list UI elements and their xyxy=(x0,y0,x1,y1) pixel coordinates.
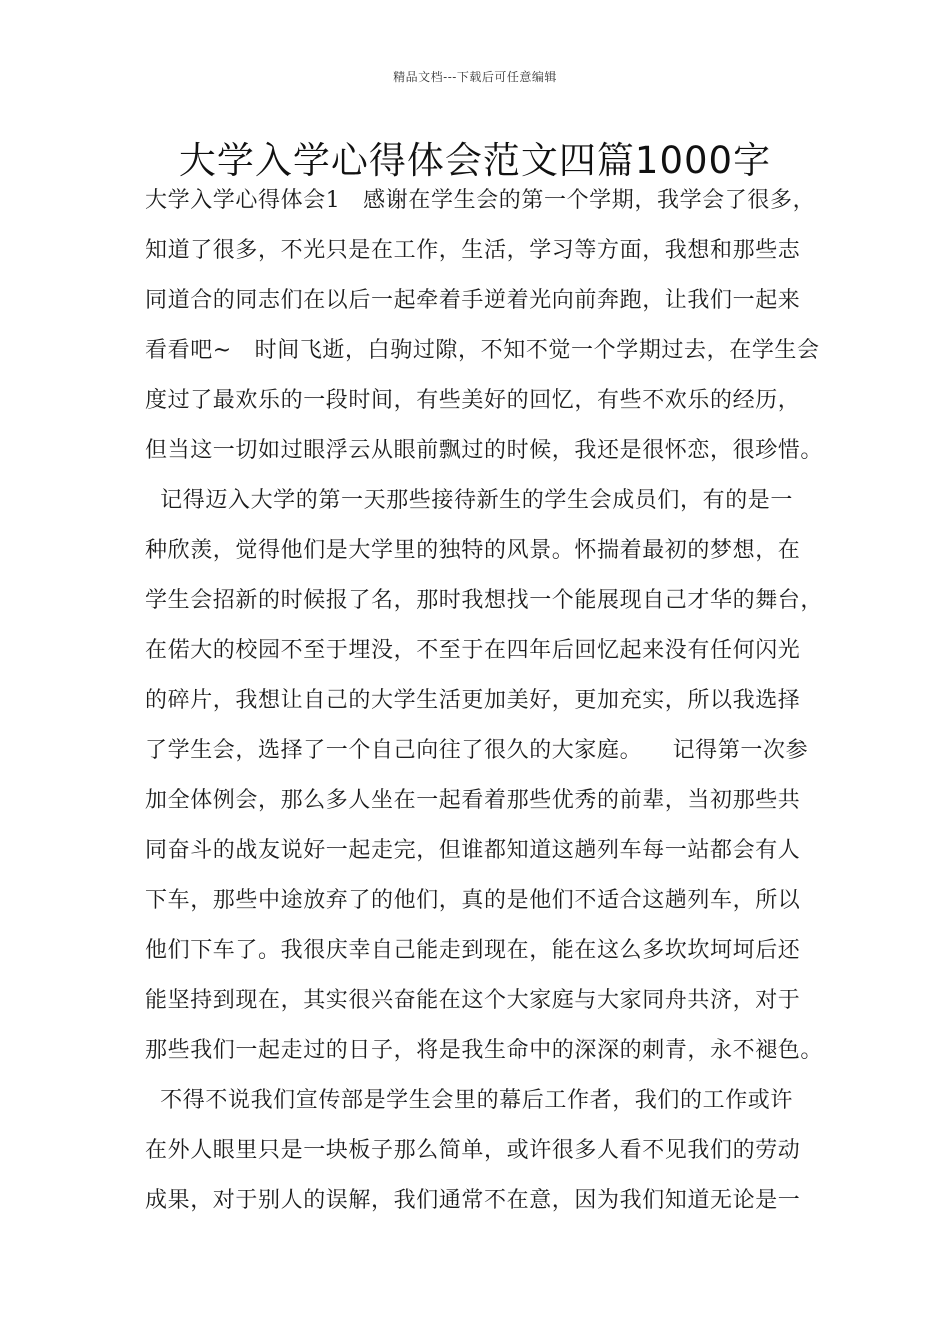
body-line: 在外人眼里只是一块板子那么简单，或许很多人看不见我们的劳动 xyxy=(145,1138,801,1163)
body-line: 他们下车了。我很庆幸自己能走到现在，能在这么多坎坎坷坷后还 xyxy=(145,938,801,963)
body-line: 看看吧~ 时间飞逝，白驹过隙，不知不觉一个学期过去，在学生会 xyxy=(145,338,820,363)
body-line: 在偌大的校园不至于埋没，不至于在四年后回忆起来没有任何闪光 xyxy=(145,638,801,663)
body-line: 那些我们一起走过的日子，将是我生命中的深深的刺青，永不褪色。 xyxy=(145,1038,824,1063)
body-line: 的碎片，我想让自己的大学生活更加美好，更加充实，所以我选择 xyxy=(145,688,801,713)
body-line: 能坚持到现在，其实很兴奋能在这个大家庭与大家同舟共济，对于 xyxy=(145,988,801,1013)
document-title: 大学入学心得体会范文四篇1000字 xyxy=(178,139,772,182)
body-line: 下车，那些中途放弃了的他们，真的是他们不适合这趟列车，所以 xyxy=(145,888,801,913)
body-line: 记得迈入大学的第一天那些接待新生的学生会成员们，有的是一 xyxy=(145,488,793,513)
body-line: 但当这一切如过眼浮云从眼前飘过的时候，我还是很怀恋，很珍惜。 xyxy=(145,438,824,463)
body-line: 加全体例会，那么多人坐在一起看着那些优秀的前辈，当初那些共 xyxy=(145,788,801,813)
body-line: 不得不说我们宣传部是学生会里的幕后工作者，我们的工作或许 xyxy=(145,1088,793,1113)
body-line: 度过了最欢乐的一段时间，有些美好的回忆，有些不欢乐的经历， xyxy=(145,388,801,413)
body-line: 同道合的同志们在以后一起牵着手逆着光向前奔跑，让我们一起来 xyxy=(145,288,801,313)
body-line: 了学生会，选择了一个自己向往了很久的大家庭。 记得第一次参 xyxy=(145,738,809,763)
body-line: 成果，对于别人的误解，我们通常不在意，因为我们知道无论是一 xyxy=(145,1188,801,1213)
header-note: 精品文档---下载后可任意编辑 xyxy=(393,70,557,84)
body-line: 种欣羡，觉得他们是大学里的独特的风景。怀揣着最初的梦想，在 xyxy=(145,538,801,563)
body-line: 知道了很多，不光只是在工作，生活，学习等方面，我想和那些志 xyxy=(145,238,801,263)
body-line: 学生会招新的时候报了名，那时我想找一个能展现自己才华的舞台， xyxy=(145,588,824,613)
body-line: 同奋斗的战友说好一起走完，但谁都知道这趟列车每一站都会有人 xyxy=(145,838,801,863)
body-line: 大学入学心得体会1 感谢在学生会的第一个学期，我学会了很多， xyxy=(145,188,816,213)
